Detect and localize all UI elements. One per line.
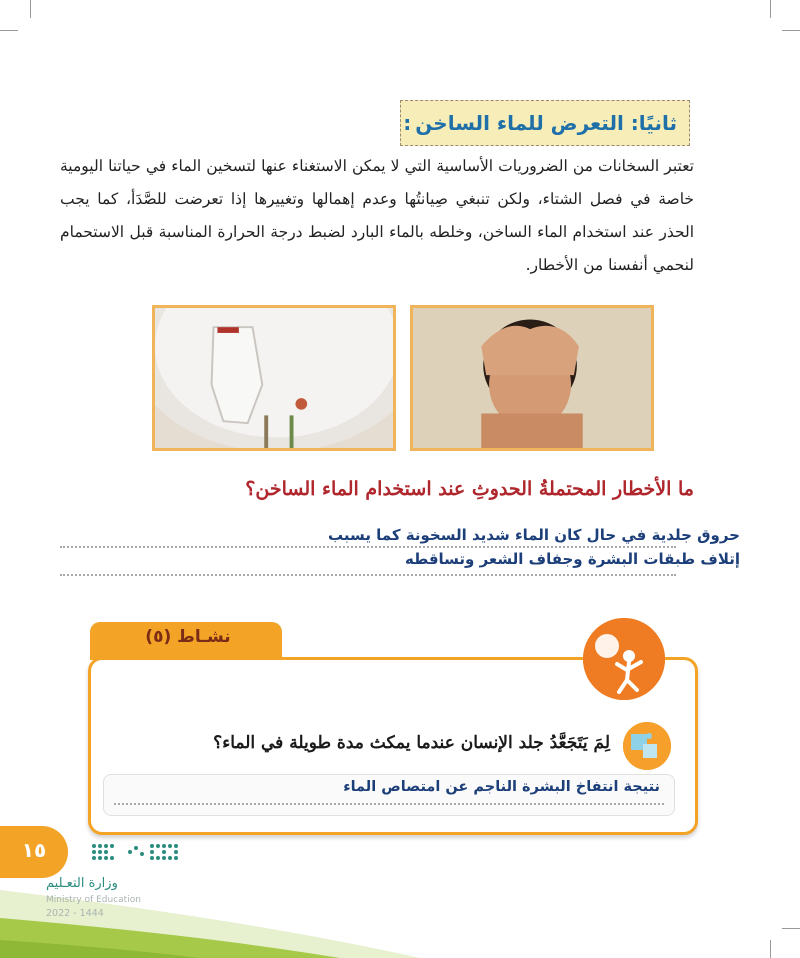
question-heading: ما الأخطار المحتملةُ الحدوثِ عند استخدام الماء الساخن؟ — [245, 478, 694, 500]
crop-mark — [0, 30, 18, 31]
ministry-name-en: Ministry of Education — [46, 895, 141, 905]
dotted-line — [60, 574, 676, 576]
page-number: ١٥ — [21, 838, 47, 862]
water-heater-photo — [152, 305, 396, 451]
answer-line-2: إتلاف طبقات البشرة وجفاف الشعر وتساقطه — [404, 550, 740, 568]
section-heading-colon: : — [403, 111, 412, 135]
boy-washing-hair-photo — [410, 305, 654, 451]
handwritten-answer — [180, 523, 740, 571]
crop-mark — [770, 0, 771, 18]
crop-mark — [782, 30, 800, 31]
ministry-name-ar: وزارة التعـليم — [46, 876, 118, 891]
section-heading — [400, 100, 690, 146]
ministry-logo-icon — [90, 840, 180, 864]
activity-answer: نتيجة انتفاخ البشرة الناجم عن امتصاص الماء — [343, 779, 660, 795]
activity-question: لِمَ يَتَجَعَّدُ جلد الإنسان عندما يمكث مدة طويلة في الماء؟ — [213, 733, 610, 753]
body-paragraph: تعتبر السخانات من الضروريات الأساسية التي لا يمكن الاستغناء عنها لتسخين الماء في حياتنا اليومية خاصة في فصل الشتاء، ولكن تنبغي صِيانتُها وعدم إهمالها وتغييرها إذا تعرضت للصَّدَأ، كما يجب الحذر عند استخدام الماء الساخن، وخلطه بالماء البارد لضبط درجة الحرارة المناسبة قبل الاستحمام لنحمي أنفسنا من الأخطار. — [60, 157, 694, 274]
year-label: 2022 - 1444 — [46, 908, 104, 919]
section-heading-text: ثانيًا: التعرض للماء الساخن — [415, 111, 677, 135]
activity-title: نشـاط (٥) — [145, 627, 231, 647]
answer-line-1: حروق جلدية في حال كان الماء شديد السخونة كما يسبب — [328, 526, 740, 544]
crop-mark — [30, 0, 31, 18]
activity-person-icon — [583, 618, 665, 700]
puzzle-icon — [623, 722, 671, 770]
